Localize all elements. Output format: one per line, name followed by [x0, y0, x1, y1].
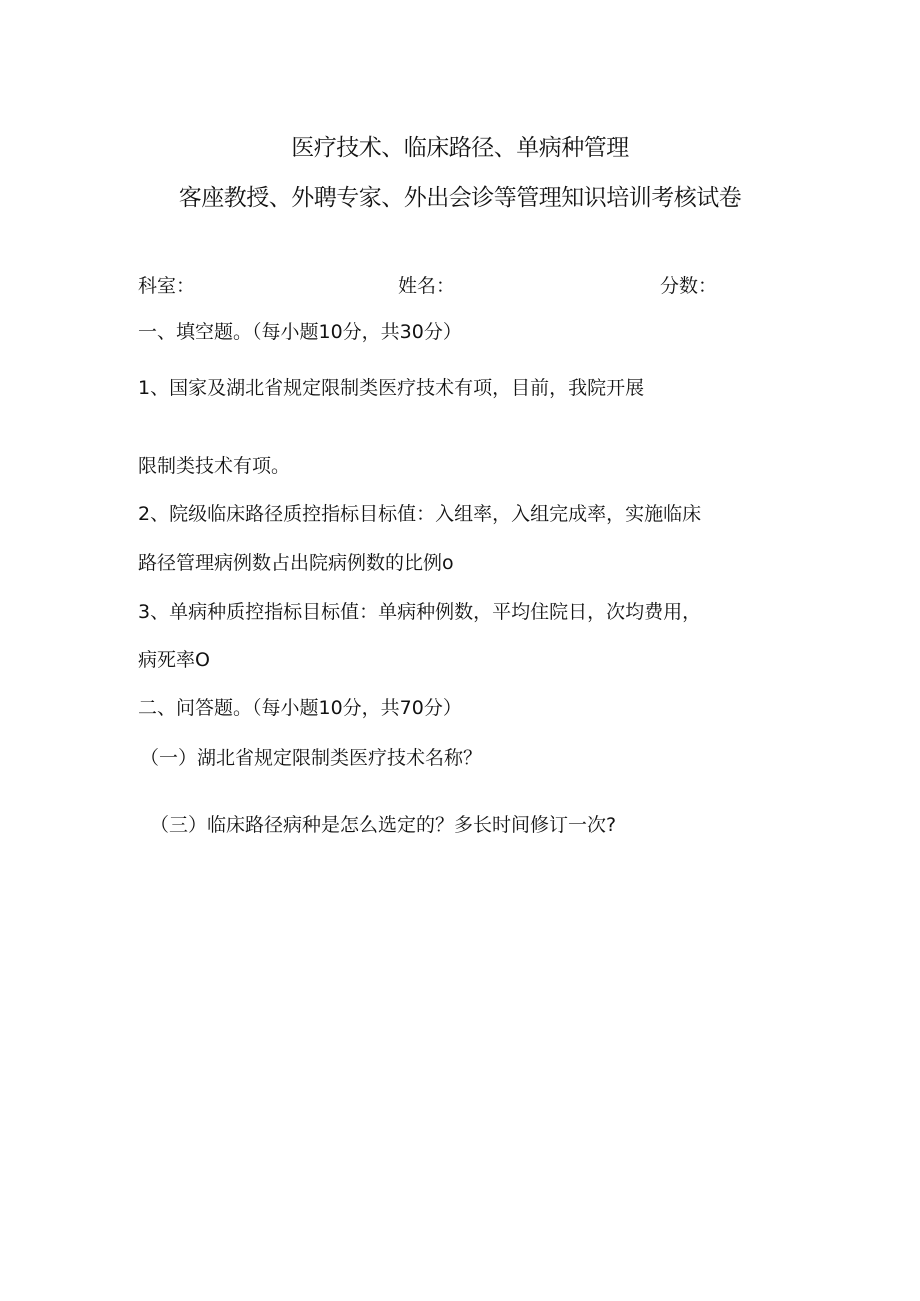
fill-question-3-line1: 3、单病种质控指标目标值：单病种例数，平均住院日，次均费用，: [138, 601, 702, 623]
essay-question-3: （三）临床路径病种是怎么选定的？多长时间修订一次?: [150, 814, 617, 836]
dept-label: 科室：: [138, 275, 196, 297]
score-label: 分数：: [660, 275, 718, 297]
fill-question-1-line1: 1、国家及湖北省规定限制类医疗技术有项，目前，我院开展: [138, 377, 645, 399]
exam-title-line2: 客座教授、外聘专家、外出会诊等管理知识培训考核试卷: [178, 185, 742, 211]
fill-question-2-line1: 2、院级临床路径质控指标目标值：入组率，入组完成率，实施临床: [138, 503, 702, 525]
essay-question-1: （一）湖北省规定限制类医疗技术名称？: [140, 747, 483, 769]
exam-info-row: [0, 271, 920, 301]
fill-question-2-line2: 路径管理病例数占出院病例数的比例o: [138, 552, 454, 574]
exam-title-line1: 医疗技术、临床路径、单病种管理: [291, 135, 629, 161]
fill-question-3-line2: 病死率O: [138, 649, 210, 671]
fill-question-1-line2: 限制类技术有项。: [138, 455, 291, 477]
section2-heading: 二、问答题。（每小题10分，共70分）: [138, 697, 462, 719]
name-label: 姓名：: [398, 275, 456, 297]
section1-heading: 一、填空题。（每小题10分，共30分）: [138, 321, 462, 343]
